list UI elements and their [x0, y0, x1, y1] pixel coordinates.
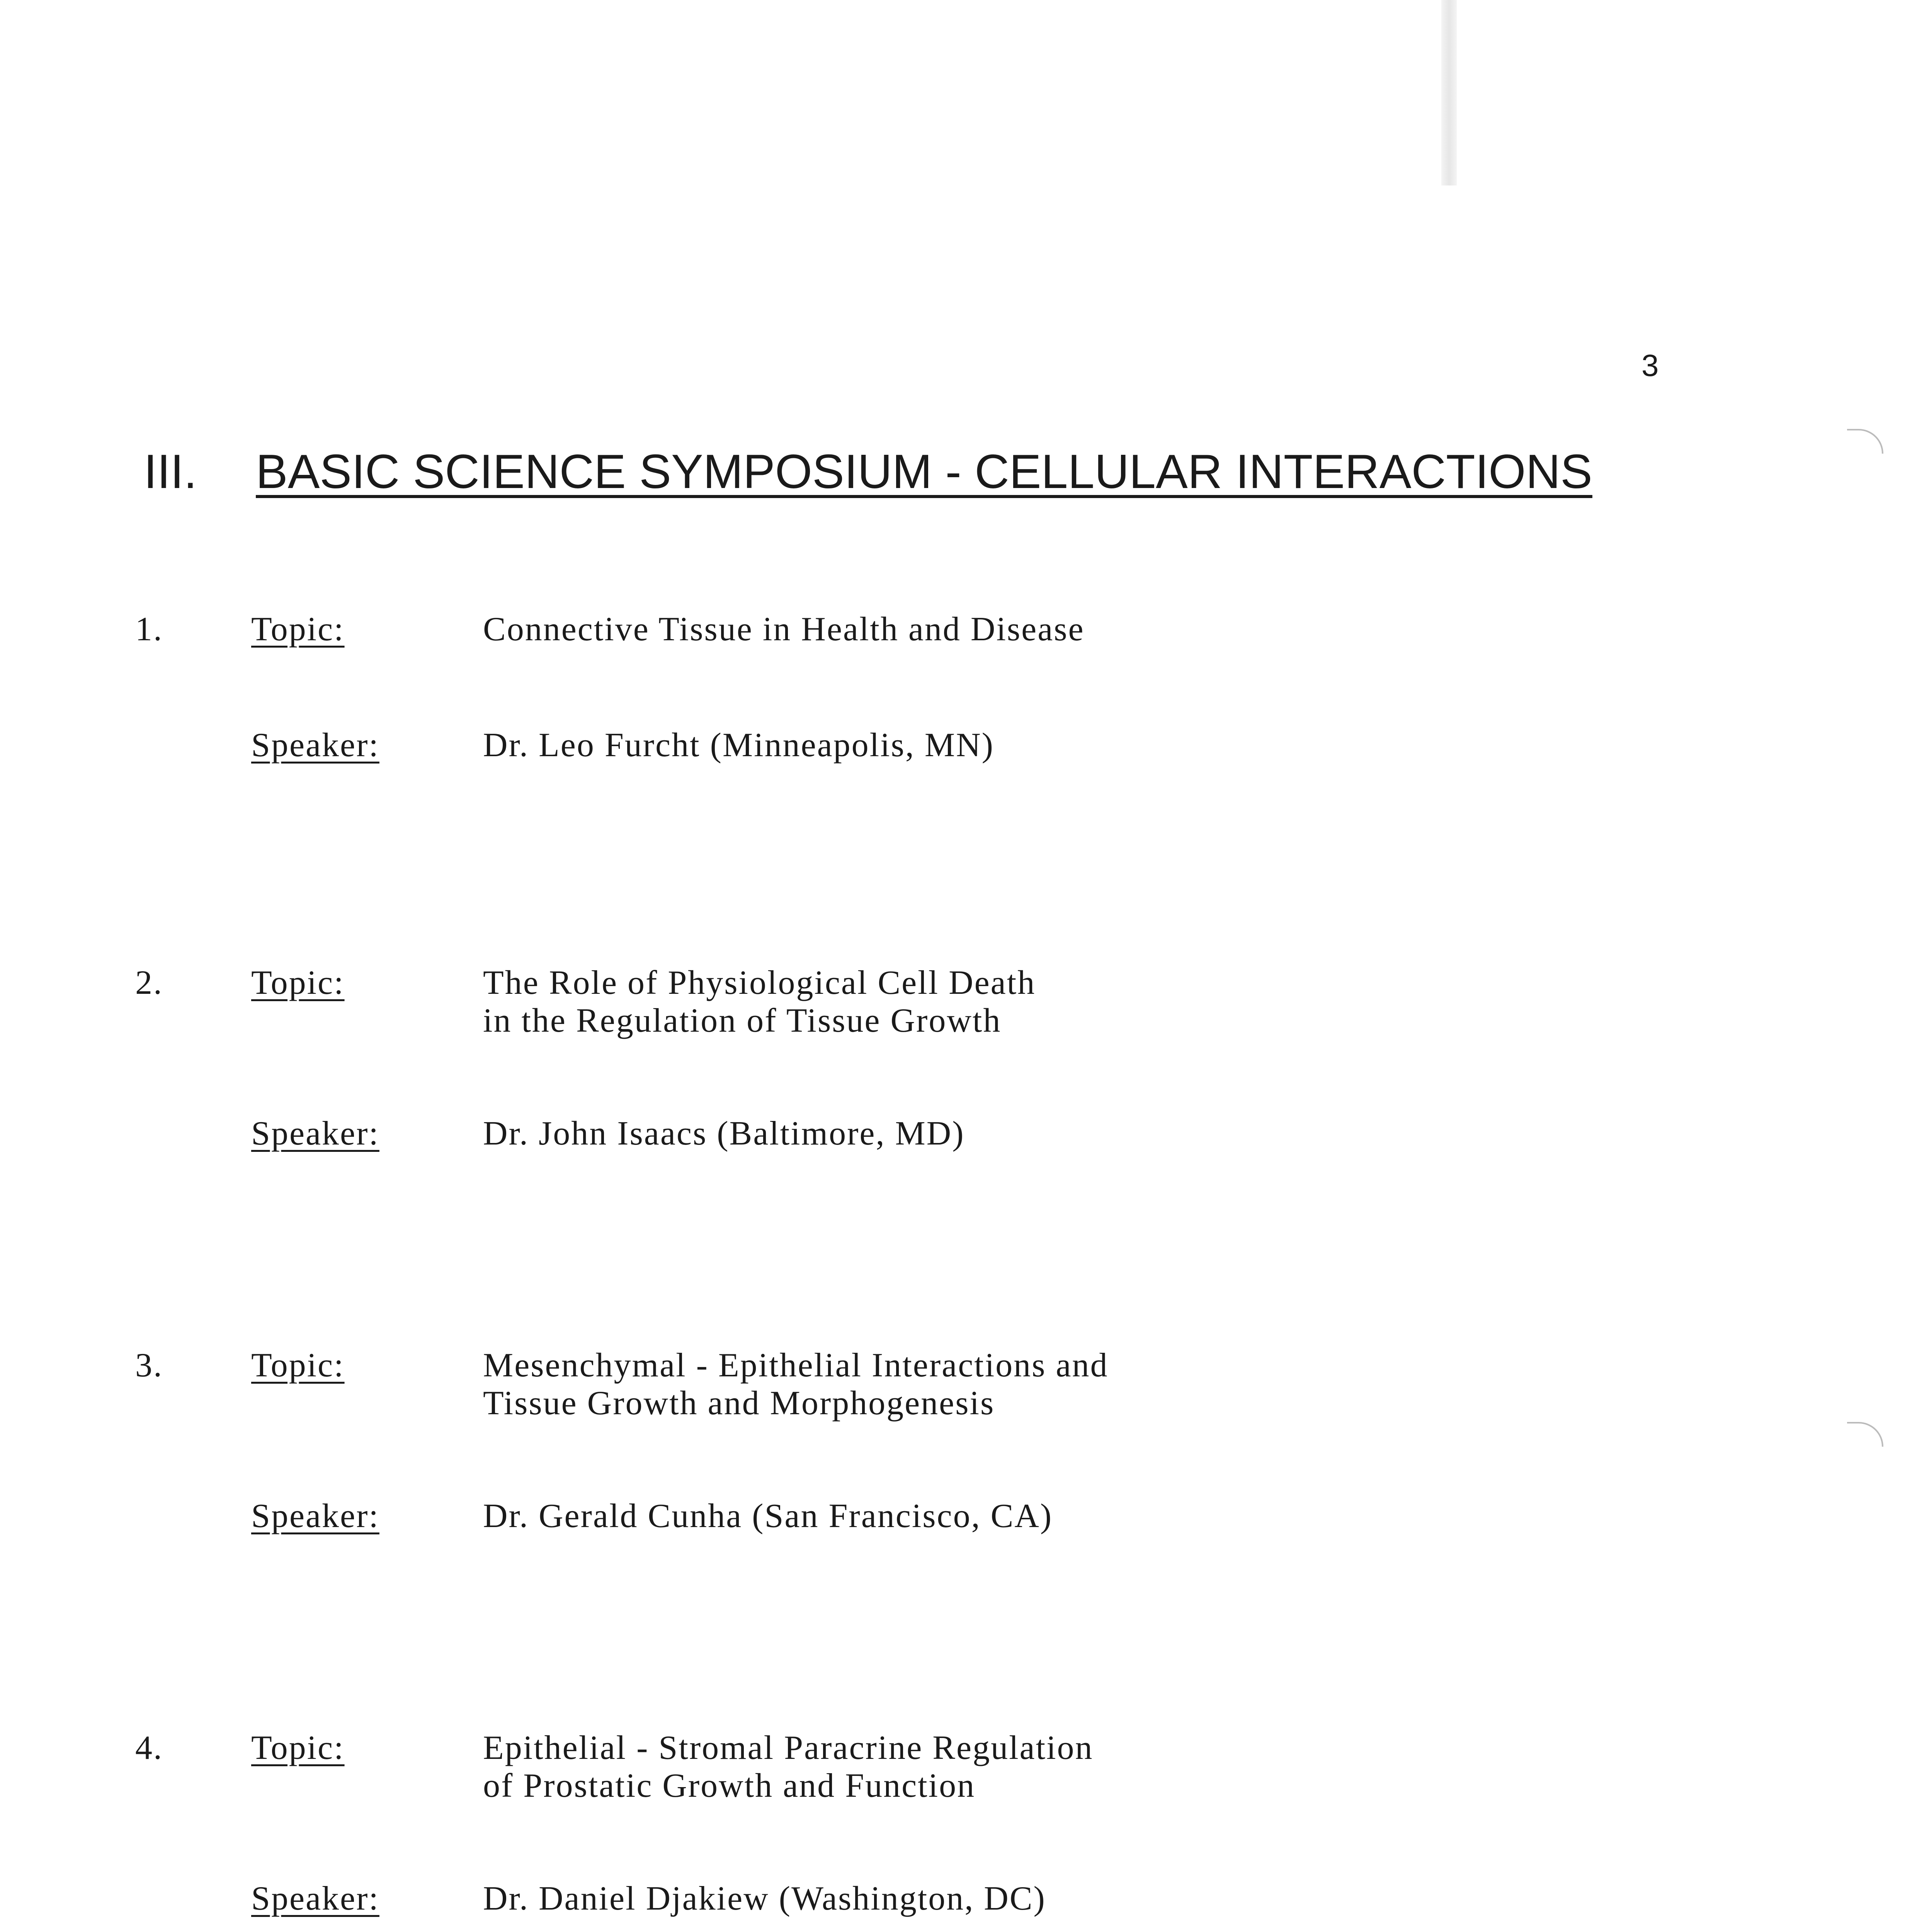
topic-line: Epithelial - Stromal Paracrine Regulation	[483, 1729, 1094, 1767]
item-number: 2.	[135, 964, 163, 1002]
speaker-label: Speaker:	[251, 1497, 379, 1535]
item-number: 3.	[135, 1347, 163, 1384]
topic-line: in the Regulation of Tissue Growth	[483, 1002, 1002, 1039]
speaker-value: Dr. John Isaacs (Baltimore, MD)	[483, 1115, 965, 1152]
page-edge-shadow	[1441, 0, 1457, 185]
section-numeral: III.	[144, 445, 197, 498]
topic-label: Topic:	[251, 611, 345, 648]
topic-label: Topic:	[251, 964, 345, 1002]
topic-label: Topic:	[251, 1729, 345, 1767]
topic-label: Topic:	[251, 1347, 345, 1384]
topic-value	[483, 611, 1085, 648]
topic-line: of Prostatic Growth and Function	[483, 1767, 976, 1804]
binder-hole-mark-top	[1847, 429, 1883, 454]
topic-value	[483, 964, 1036, 1040]
item-number: 1.	[135, 611, 163, 648]
speaker-value: Dr. Leo Furcht (Minneapolis, MN)	[483, 726, 994, 764]
speaker-value: Dr. Daniel Djakiew (Washington, DC)	[483, 1880, 1046, 1917]
topic-value	[483, 1729, 1093, 1805]
topic-line: Connective Tissue in Health and Disease	[483, 611, 1085, 648]
speaker-label: Speaker:	[251, 1880, 379, 1917]
speaker-label: Speaker:	[251, 726, 379, 764]
topic-line: The Role of Physiological Cell Death	[483, 964, 1036, 1002]
item-number: 4.	[135, 1729, 163, 1767]
topic-line: Mesenchymal - Epithelial Interactions and	[483, 1347, 1109, 1384]
page-number: 3	[1641, 348, 1659, 383]
speaker-value: Dr. Gerald Cunha (San Francisco, CA)	[483, 1497, 1053, 1535]
binder-hole-mark-middle	[1847, 1422, 1883, 1447]
topic-value	[483, 1347, 1108, 1422]
section-title: BASIC SCIENCE SYMPOSIUM - CELLULAR INTERACTIONS	[256, 445, 1592, 498]
speaker-label: Speaker:	[251, 1115, 379, 1152]
topic-line: Tissue Growth and Morphogenesis	[483, 1384, 995, 1422]
